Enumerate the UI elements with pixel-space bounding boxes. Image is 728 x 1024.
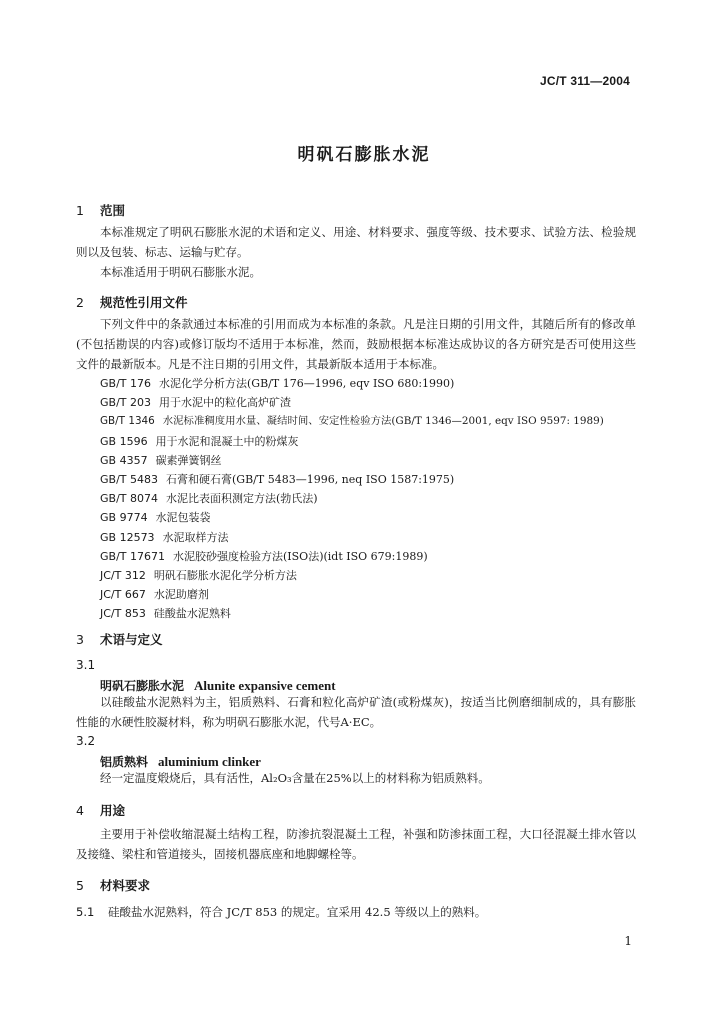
reference-item — [100, 566, 604, 585]
standard-code: JC/T 311—2004 — [540, 74, 630, 88]
clause-5-1 — [76, 904, 486, 920]
reference-title: 明矾石膨胀水泥化学分析方法 — [153, 568, 297, 582]
reference-title: 水泥比表面积测定方法(勃氏法) — [166, 492, 318, 506]
section-number: 1 — [76, 203, 84, 218]
reference-code: GB/T 17671 — [100, 549, 165, 563]
reference-code: GB 12573 — [100, 530, 155, 544]
reference-item — [100, 547, 604, 566]
reference-code: GB/T 8074 — [100, 492, 158, 506]
reference-code: GB 9774 — [100, 511, 148, 525]
scope-paragraph-2: 本标准适用于明矾石膨胀水泥。 — [100, 265, 261, 279]
reference-item — [100, 604, 604, 623]
reference-title: 水泥取样方法 — [162, 530, 229, 544]
reference-title: 水泥标准稠度用水量、凝结时间、安定性检验方法(GB/T 1346—2001, eqv ISO 9597: 1989) — [162, 415, 604, 428]
reference-title: 用于水泥中的粒化高炉矿渣 — [159, 396, 291, 410]
reference-title: 水泥包装袋 — [155, 511, 211, 525]
section-number: 4 — [76, 803, 84, 818]
reference-title: 用于水泥和混凝土中的粉煤灰 — [155, 434, 299, 448]
document-title: 明矾石膨胀水泥 — [297, 145, 431, 165]
reference-code: GB/T 203 — [100, 396, 151, 410]
clause-number: 5.1 — [76, 905, 95, 919]
reference-title: 碳素弹簧钢丝 — [155, 453, 222, 467]
section-title: 范围 — [100, 203, 126, 218]
reference-item — [100, 374, 604, 393]
reference-item — [100, 470, 604, 489]
reference-code: JC/T 312 — [100, 568, 146, 582]
reference-title: 石膏和硬石膏(GB/T 5483—1996, neq ISO 1587:1975) — [166, 472, 455, 486]
term-number: 3.1 — [76, 658, 96, 672]
reference-title: 水泥胶砂强度检验方法(ISO法)(idt ISO 679:1989) — [173, 549, 428, 563]
section-2-heading — [76, 293, 188, 311]
reference-list — [100, 374, 604, 623]
term-english-name: Alunite expansive cement — [194, 678, 336, 693]
reference-code: JC/T 853 — [100, 607, 146, 621]
section-number: 2 — [76, 295, 84, 310]
section-1-heading — [76, 201, 125, 219]
reference-code: GB 1596 — [100, 434, 148, 448]
reference-code: GB 4357 — [100, 453, 148, 467]
section-title: 术语与定义 — [100, 632, 163, 647]
application-paragraph: 主要用于补偿收缩混凝土结构工程，防渗抗裂混凝土工程，补强和防渗抹面工程，大口径混凝土排水管以及接缝、梁柱和管道接头，固接机器底座和地脚螺栓等。 — [76, 827, 636, 861]
section-3-heading — [76, 630, 163, 648]
reference-item — [100, 489, 604, 508]
reference-item — [100, 412, 604, 431]
term-chinese-name: 明矾石膨胀水泥 — [100, 679, 185, 693]
reference-item — [100, 432, 604, 451]
reference-title: 水泥助磨剂 — [153, 588, 209, 602]
term-chinese-name: 铝质熟料 — [100, 755, 149, 769]
term-english-name: aluminium clinker — [158, 754, 261, 769]
term-definition: 经一定温度煅烧后，具有活性，Al₂O₃含量在25%以上的材料称为铝质熟料。 — [100, 771, 490, 785]
clause-text: 硅酸盐水泥熟料，符合 JC/T 853 的规定。宜采用 42.5 等级以上的熟料。 — [108, 905, 487, 919]
reference-item — [100, 528, 604, 547]
reference-title: 硅酸盐水泥熟料 — [153, 607, 231, 621]
reference-code: GB/T 1346 — [100, 415, 155, 428]
term-definition: 以硅酸盐水泥熟料为主，铝质熟料、石膏和粒化高炉矿渣(或粉煤灰)，按适当比例磨细制成的，具有膨胀性能的水硬性胶凝材料，称为明矾石膨胀水泥，代号A·EC。 — [76, 695, 636, 729]
reference-title: 水泥化学分析方法(GB/T 176—1996, eqv ISO 680:1990) — [159, 377, 455, 390]
section-title: 材料要求 — [100, 878, 151, 893]
reference-code: GB/T 176 — [100, 377, 151, 390]
reference-item — [100, 451, 604, 470]
section-5-heading — [76, 876, 150, 894]
reference-item — [100, 393, 604, 412]
reference-item — [100, 585, 604, 604]
reference-code: GB/T 5483 — [100, 472, 158, 486]
section-title: 规范性引用文件 — [100, 295, 188, 310]
scope-paragraph-1: 本标准规定了明矾石膨胀水泥的术语和定义、用途、材料要求、强度等级、技术要求、试验方法、检验规则以及包装、标志、运输与贮存。 — [76, 225, 636, 259]
section-title: 用途 — [100, 803, 126, 818]
reference-item — [100, 508, 604, 527]
normative-references-intro: 下列文件中的条款通过本标准的引用而成为本标准的条款。凡是注日期的引用文件，其随后所有的修改单(不包括勘误的内容)或修订版均不适用于本标准，然而，鼓励根据本标准达成协议的各方研究是否可使用这些文件的最新版本。凡是不注日期的引用文件，其最新版本适用于本标准。 — [76, 317, 636, 371]
term-number: 3.2 — [76, 734, 96, 748]
page-number: 1 — [624, 934, 632, 948]
section-number: 5 — [76, 878, 84, 893]
section-4-heading — [76, 801, 125, 819]
section-number: 3 — [76, 632, 84, 647]
reference-code: JC/T 667 — [100, 588, 146, 602]
